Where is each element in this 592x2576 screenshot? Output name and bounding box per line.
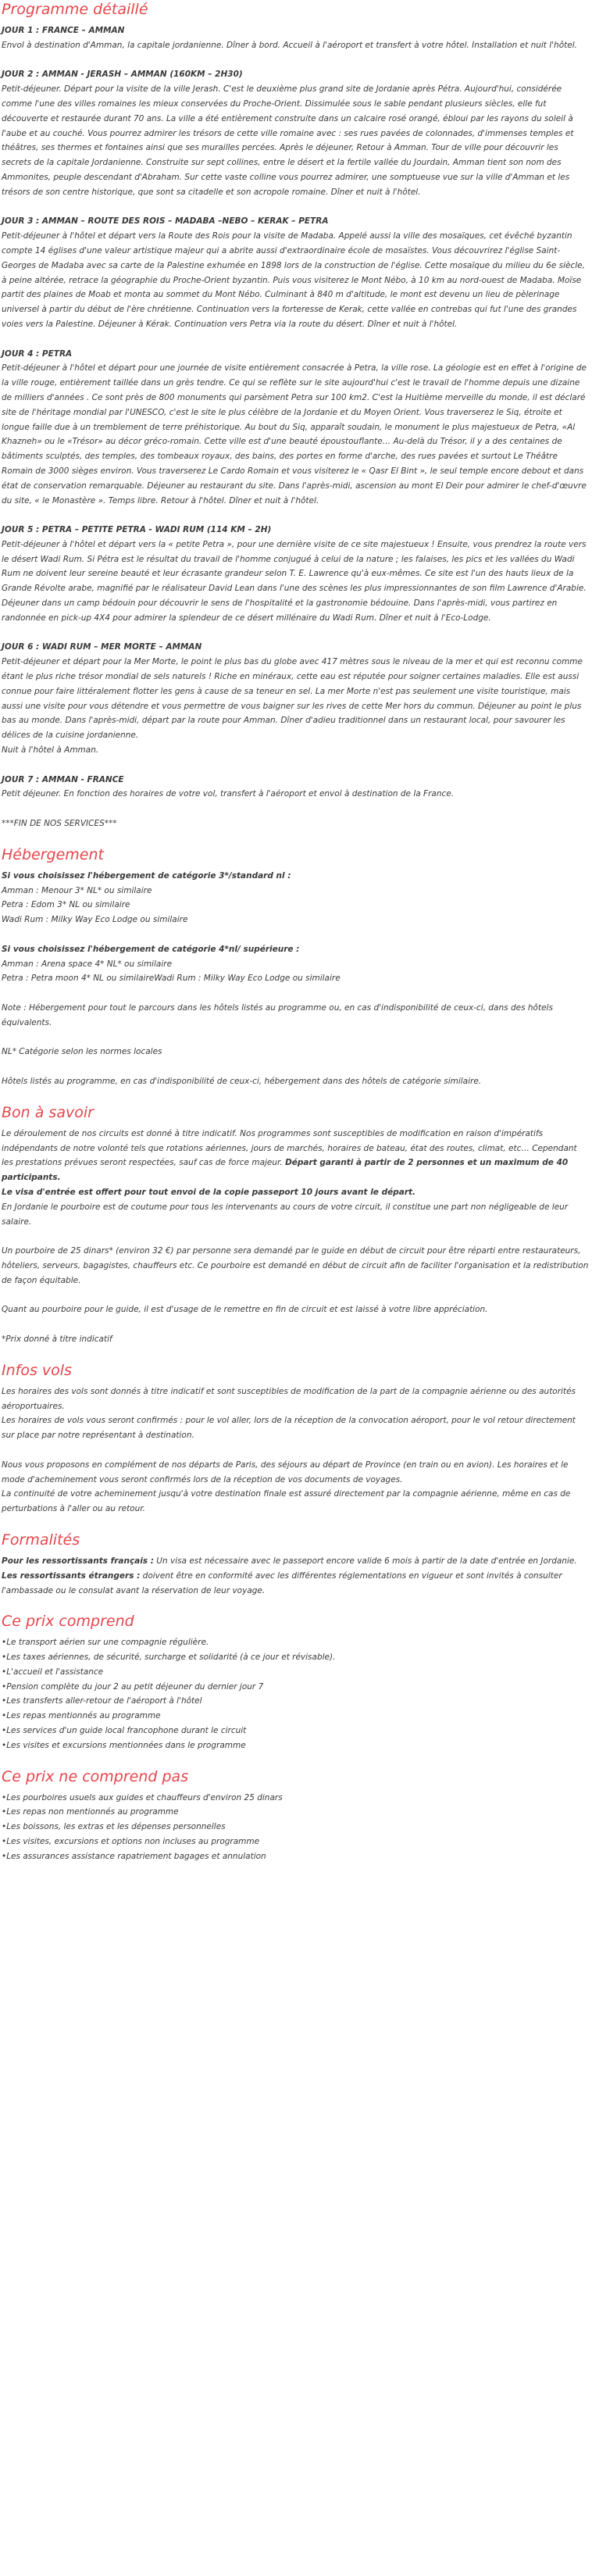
end-note: ***FIN DE NOS SERVICES*** [2, 819, 117, 829]
day-title: JOUR 3 : AMMAN – ROUTE DES ROIS – MADABA –NEBO – KERAK – PETRA [2, 216, 329, 227]
prix-ne-comprend-heading: Ce prix ne comprend pas [2, 1767, 189, 1785]
day-text: Petit-déjeuner et départ pour la Mer Morte, le point le plus bas du globe avec 417 mètres sous le niveau de la mer et qui est reconnu comme étant le plus riche trésor mondial de sels naturels ! Riche en minéraux, cette eau est réputée pour soigner certaines maladies. Elle est aussi connue pour faire littéralement flotter les gens à cause de sa teneur en sel. La mer Morte n'est pas seulement une visite touristique, mais aussi une visite pour vous détendre et vous permettre de vous baigner sur les rives de cette Mer hors du commun. Déjeuner au point le plus bas au monde. Dans l'après-midi, départ par la route pour Amman. Dîner d'adieu traditionnel dans un restaurant local, pour savourer les délices de la cuisine jordanienne. [2, 657, 583, 741]
hebergement-heading: Hébergement [2, 845, 104, 863]
day-text: Petit déjeuner. En fonction des horaires de votre vol, transfert à l'aéroport et envol à destination de la France. [2, 789, 455, 799]
day-title: JOUR 6 : WADI RUM – MER MORTE – AMMAN [2, 642, 202, 652]
list-item: • Les repas mentionnés au programme [2, 1709, 589, 1724]
list-item: • Les pourboires usuels aux guides et chauffeurs d'environ 25 dinars [2, 1791, 589, 1806]
programme-heading: Programme détaillé [2, 1, 148, 18]
formalites-text: Un visa est nécessaire avec le passeport encore valide 6 mois à partir de la date d'entrée en Jordanie. [153, 1556, 577, 1566]
list-item: • Les repas non mentionnés au programme [2, 1805, 589, 1820]
hotel-line: Amman : Arena space 4* NL* ou similaire [2, 959, 173, 969]
prix-comprend-heading: Ce prix comprend [2, 1613, 134, 1631]
pourboire-text: En Jordanie le pourboire est de coutume pour tous les intervenants au cours de votre circuit, il constitue une part non négligeable de leur salaire. [2, 1202, 569, 1227]
hebergement-note: Note : Hébergement pour tout le parcours dans les hôtels listés au programme ou, en cas d'indisponibilité de ceux-ci, dans des hôtels équivalents. [2, 1003, 553, 1027]
conditions-text: Le déroulement de nos circuits est donné à titre indicatif. Nos programmes sont susceptibles de modification en raison d'impératifs indépendants de notre volonté tels que rotations aériennes, jours de marchés, horaires de bateau, état des routes, climat, etc… Cependant les prestations prévues seront respectées, sauf cas de force majeur. [2, 1128, 577, 1168]
prix-ne-comprend-section [2, 1767, 589, 1864]
hotel-line: Wadi Rum : Milky Way Eco Lodge ou similaire [2, 915, 188, 925]
pourboire-guide: Quant au pourboire pour le guide, il est d'usage de le remettre en fin de circuit et est laissé à votre libre appréciation. [2, 1305, 488, 1315]
hotel-line: Petra : Edom 3* NL ou similaire [2, 900, 130, 910]
day-text: Petit-déjeuner à l'hôtel et départ vers la « petite Petra », pour une dernière visite de ce site majestueux ! Ensuite, vous prendrez la route vers le désert Wadi Rum. Si Pétra est le résultat du travail de l'homme conjugué à celui de la nature ; les falaises, les pics et les vallées du Wadi Rum ne doivent leur sereine beauté et leur écrasante grandeur selon T. E. Lawrence qu'à eux-mêmes. Ce site est l'un des hauts lieux de la Grande Révolte arabe, magnifié par le réalisateur David Lean dans l'une des scènes les plus impressionnantes de son film Lawrence d'Arabie. Déjeuner dans un camp bédouin pour découvrir le sens de l'hospitalité et la gastronomie bédouine. Dans l'après-midi, vous partirez en randonnée en pick-up 4X4 pour admirer la splendeur de ce désert millénaire du Wadi Rum. Dîner et nuit à l'Eco-Lodge. [2, 539, 587, 623]
formalites-francais [2, 1554, 589, 1569]
day-3 [2, 214, 589, 331]
formalites-section [2, 1531, 589, 1598]
day-text: Envol à destination d'Amman, la capitale jordanienne. Dîner à bord. Accueil à l'aéroport et transfert à votre hôtel. Installation et nuit l'hôtel. [2, 40, 577, 50]
day-title: JOUR 4 : PETRA [2, 348, 73, 359]
list-item: • Les transferts aller-retour de l'aéroport à l'hôtel [2, 1694, 589, 1709]
day-1 [2, 23, 589, 53]
day-title: JOUR 2 : AMMAN - JERASH – AMMAN (160KM – 2H30) [2, 70, 243, 80]
list-item: • Les visites et excursions mentionnées dans le programme [2, 1738, 589, 1753]
list-item: • Les visites, excursions et options non incluses au programme [2, 1835, 589, 1849]
infos-vols-text: La continuité de votre acheminement jusqu'à votre destination finale est assuré directement par la compagnie aérienne, même en cas de perturbations à l'aller ou au retour. [2, 1489, 571, 1514]
day-5 [2, 523, 589, 626]
day-text: Petit-déjeuner à l'hôtel et départ vers la Route des Rois pour la visite de Madaba. Appelé aussi la ville des mosaïques, cet évêché byzantin compte 14 églises d'une valeur artistique majeur qui a abrite aussi d'extraordinaire école de mosaïstes. Vous découvrirez l'église Saint-Georges de Madaba avec sa carte de la Palestine exhumée en 1898 lors de la construction de l'église. Cette mosaïque du milieu du 6e siècle, à peine altérée, retrace la géographie du Proche-Orient byzantin. Puis vous visiterez le Mont Nébo, à 10 km au nord-ouest de Madaba. Moïse partit des plaines de Moab et monta au sommet du Mont Nébo. Culminant à 840 m d'altitude, le mont est devenu un lieu de pèlerinage universel à partir du début de l'ère chrétienne. Continuation vers la forteresse de Kerak, cette vallée en contrebas qui fut l'une des grandes voies vers la Palestine. Déjeuner à Kérak. Continuation vers Petra via la route du désert. Dîner et nuit à l'hôtel. [2, 231, 585, 329]
pourboire-montant: Un pourboire de 25 dinars* (environ 32 €) par personne sera demandé par le guide en début de circuit pour être réparti entre restaurateurs, hôteliers, serveurs, bagagistes, chauffeurs etc. Ce pourboire est demandé en début de circuit afin de faciliter l'organisation et la redistribution de façon équitable. [2, 1246, 589, 1285]
visa-offert: Le visa d'entrée est offert pour tout envoi de la copie passeport 10 jours avant le départ. [2, 1187, 416, 1197]
bon-a-savoir-paragraph [2, 1127, 589, 1230]
day-7 [2, 773, 589, 802]
hotel-line: Petra : Petra moon 4* NL ou similaireWadi Rum : Milky Way Eco Lodge ou similaire [2, 974, 341, 984]
hebergement-section [2, 845, 589, 1089]
day-title: JOUR 7 : AMMAN - FRANCE [2, 774, 124, 784]
superieur-title: Si vous choisissez l'hébergement de catégorie 4*nl/ supérieure : [2, 944, 300, 954]
bon-a-savoir-heading: Bon à savoir [2, 1103, 94, 1121]
formalites-label: Pour les ressortissants français : [2, 1556, 154, 1566]
infos-vols-text: Les horaires des vols sont donnés à titre indicatif et sont susceptibles de modification de la part de la compagnie aérienne ou des autorités aéroportuaires. [2, 1386, 576, 1411]
list-item: • Les taxes aériennes, de sécurité, surcharge et solidarité (à ce jour et révisable). [2, 1650, 589, 1665]
hotel-line: Amman : Menour 3* NL* ou similaire [2, 885, 152, 895]
prix-comprend-list [2, 1635, 589, 1752]
depart-garanti: Départ garanti à partir de 2 personnes et un maximum de 40 participants. [2, 1158, 569, 1183]
day-4 [2, 347, 589, 509]
formalites-label: Les ressortissants étrangers : [2, 1570, 141, 1581]
day-text: Petit-déjeuner. Départ pour la visite de la ville Jerash. C'est le deuxième plus grand site de Jordanie après Pétra. Aujourd'hui, considérée comme l'une des villes romaines les mieux conservées du Proche-Orient. Dissimulée sous le sable pendant plusieurs siècles, elle fut découverte et restaurée durant 70 ans. La ville a été entièrement construite dans un calcaire rosé orangé, ébloui par les rayons du soleil à l'aube et au couché. Vous pourrez admirer les trésors de cette ville romaine avec : ses rues pavées de colonnades, d'immenses temples et théâtres, ses thermes et fontaines ainsi que ses murailles percées. Après le déjeuner, Retour à Amman. Tour de ville pour découvrir les secrets de la capitale Jordanienne. Construite sur sept collines, entre le désert et la fertile vallée du Jourdain, Amman tient son nom des Ammonites, peuple descendant d'Abraham. Sur cette vaste colline vous pourrez admirer, une somptueuse vue sur la ville d'Amman et les trésors de son centre historique, que sont sa citadelle et son acropole romaine. Dîner et nuit à l'hôtel. [2, 84, 574, 197]
list-item: • Les services d'un guide local francophone durant le circuit [2, 1724, 589, 1738]
day-6 [2, 640, 589, 757]
formalites-text: doivent être en conformité avec les différentes réglementations en vigueur et sont invités à consulter l'ambassade ou le consulat avant la réservation de leur voyage. [2, 1570, 562, 1595]
bon-a-savoir-section [2, 1103, 589, 1347]
list-item: • Pension complète du jour 2 au petit déjeuner du dernier jour 7 [2, 1680, 589, 1695]
list-item: • L'accueil et l'assistance [2, 1665, 589, 1680]
nl-note: NL* Catégorie selon les normes locales [2, 1047, 162, 1057]
formalites-heading: Formalités [2, 1531, 80, 1549]
prix-ne-comprend-list [2, 1791, 589, 1864]
infos-vols-heading: Infos vols [2, 1361, 72, 1379]
infos-vols-section [2, 1361, 589, 1517]
list-item: • Les boissons, les extras et les dépenses personnelles [2, 1820, 589, 1835]
list-item: • Les assurances assistance rapatriement bagages et annulation [2, 1849, 589, 1864]
formalites-etrangers [2, 1569, 589, 1599]
infos-vols-text: Les horaires de vols vous seront confirmés : pour le vol aller, lors de la réception de la convocation aéroport, pour le vol retour directement sur place par notre représentant à destination. [2, 1416, 576, 1441]
programme-section [2, 0, 589, 831]
hotels-note: Hôtels listés au programme, en cas d'indisponibilité de ceux-ci, hébergement dans des hôtels de catégorie similaire. [2, 1076, 482, 1086]
day-title: JOUR 5 : PETRA – PETITE PETRA - WADI RUM (114 KM – 2H) [2, 525, 272, 535]
day-extra: Nuit à l'hôtel à Amman. [2, 745, 99, 756]
prix-indicatif-note: *Prix donné à titre indicatif [2, 1334, 112, 1344]
day-title: JOUR 1 : FRANCE – AMMAN [2, 26, 125, 35]
list-item: • Le transport aérien sur une compagnie régulière. [2, 1635, 589, 1650]
day-text: Petit-déjeuner à l'hôtel et départ pour une journée de visite entièrement consacrée à Petra, la ville rose. La géologie est en effet à l'origine de la ville rouge, entièrement taillée dans un grès tendre. Ce qui se reflète sur le site aujourd'hui c'est le travail de l'homme depuis une dizaine de milliers d'années . Ce sont près de 800 monuments qui parsèment Petra sur 100 km2. C'est la Huitième merveille du monde, il est déclaré site de l'héritage mondial par l'UNESCO, c'est le site le plus célèbre de la Jordanie et du Moyen Orient. Vous traverserez le Siq, étroite et longue faille due à un tremblement de terre préhistorique. Au bout du Siq, apparaît soudain, le monument le plus majestueux de Petra, «Al Khazneh» ou le «Trésor» au décor gréco-romain. Cette ville est d'une beauté époustouflante… Au-delà du Trésor, il y a des centaines de bâtiments sculptés, des temples, des tombeaux royaux, des bains, des portes en forme d'arche, des rues pavées et surtout Le Théâtre Romain de 3000 sièges environ. Vous traverserez Le Cardo Romain et vous visiterez le « Qasr El Bint », le seul temple encore debout et dans état de conservation remarquable. Déjeuner au restaurant du site. Dans l'après-midi, ascension au mont El Deir pour admirer le chef-d'œuvre du site, « le Monastère ». Temps libre. Retour à l'hôtel. Dîner et nuit à l'hôtel. [2, 363, 587, 506]
prix-comprend-section [2, 1612, 589, 1752]
standard-title: Si vous choisissez l'hébergement de catégorie 3*/standard nl : [2, 870, 291, 881]
day-2 [2, 67, 589, 199]
infos-vols-text: Nous vous proposons en complément de nos départs de Paris, des séjours au départ de Province (en train ou en avion). Les horaires et le mode d'acheminement vous seront confirmés lors de la réception de vos documents de voyages. [2, 1459, 569, 1485]
